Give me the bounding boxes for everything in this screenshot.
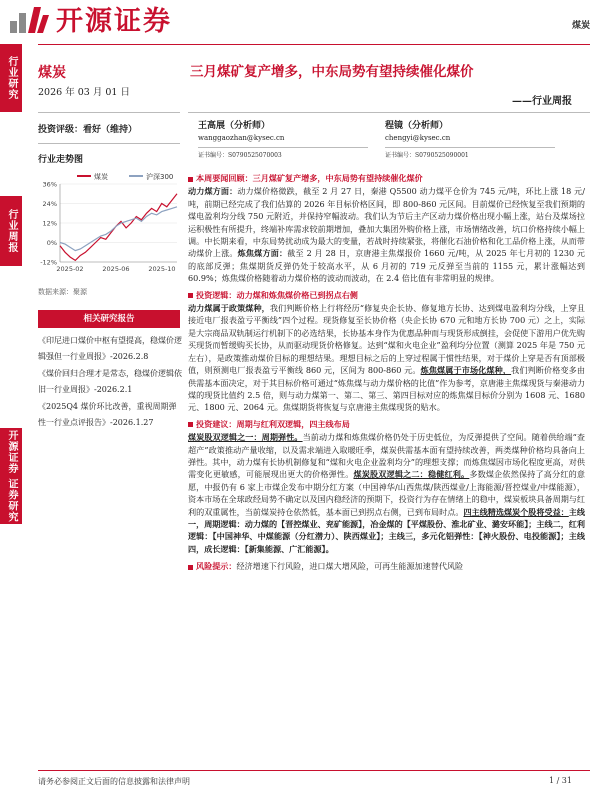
analyst-name: 程镜（分析师） xyxy=(385,121,449,131)
related-research-heading: 相关研究报告 xyxy=(38,310,180,328)
x-tick-label: 2025-10 xyxy=(148,265,176,273)
x-tick-label: 2025-06 xyxy=(102,265,130,273)
chart-source: 数据来源：聚源 xyxy=(38,288,87,296)
side-band-weekly: 行业周报 xyxy=(0,196,22,266)
analyst-card xyxy=(198,118,368,159)
report-subtitle: ——行业周报 xyxy=(512,96,572,107)
trend-chart xyxy=(32,170,182,285)
legend-label: 煤炭 xyxy=(94,173,108,181)
analyst-cert: 证书编号：S0790525090001 xyxy=(385,147,555,159)
related-report-link[interactable]: 《煤价回归合理才是常态，稳煤价逻辑依旧一行业周报》-2026.2.1 xyxy=(38,369,182,394)
report-date: 2026 年 03 月 01 日 xyxy=(38,87,130,98)
section-heading: 投资逻辑：动力煤和炼焦煤价格已到拐点右侧 xyxy=(188,289,585,301)
legend-label: 沪深300 xyxy=(146,173,174,181)
side-band-company: 开源证券 证券研究 xyxy=(0,428,22,524)
analyst-card xyxy=(385,118,555,159)
footer-divider xyxy=(38,770,590,771)
bullet-icon xyxy=(188,177,193,182)
y-tick-label: 0% xyxy=(46,239,57,247)
investment-rating: 投资评级：看好（维持） xyxy=(38,125,138,135)
header-category: 煤炭 xyxy=(571,21,590,31)
y-tick-label: -12% xyxy=(40,258,57,267)
logo-mark-icon xyxy=(8,1,50,35)
trend-chart-svg xyxy=(32,170,182,285)
header-divider xyxy=(38,44,590,45)
y-tick-label: 36% xyxy=(42,180,57,189)
analyst-email[interactable]: chengyi@kysec.cn xyxy=(385,134,451,142)
paragraph: 煤炭股双逻辑之一：周期弹性。当前动力煤和炼焦煤价格仍处于历史低位，为反弹提供了空间。随着供给端“查超产”政策推动产量收缩，以及需求端进入取暖旺季，煤炭供需基本面有望持续改善，两类煤种价格均具备向上弹性。其中，动力煤有长协机制修复和“煤和火电企业盈利均分”的理想支撑；而炼焦煤因市场化程度更高，对供需变化更敏感，可能展现出更大的价格弹性。煤炭股双逻辑之二：稳健红利。多数煤企依然保持了高分红的意愿，中报仍有 6 家上市煤企发布中期分红方案（中国神华/山西焦煤/陕西煤业/上海能源/晋控煤业/中煤能源），资本市场在全球政经局势不确定以及国内稳经济的预期下，投资行为存在情绪上的稳中，煤炭板块具备周期与红利的双重属性，当前煤炭持仓依然低，基本面已到拐点右侧，已到布局时点。四主线精选煤炭个股将受益：主线一，周期逻辑：动力煤的【晋控煤业、兖矿能源】，冶金煤的【平煤股份、淮北矿业、潞安环能】；主线二，红利逻辑：【中国神华、中煤能源（分红潜力）、陕西煤业】；主线三，多元化铝弹性：【神火股份、电投能源】；主线四，成长逻辑：【新集能源、广汇能源】。 xyxy=(188,432,585,554)
divider xyxy=(38,143,180,144)
divider xyxy=(188,112,590,113)
sector-label: 煤炭 xyxy=(38,65,66,81)
paragraph: 动力煤属于政策煤种，我们判断价格上行将经历“修复央企长协、修复地方长协、达到煤电盈利均分线，上穿且接近电厂报表盈亏平衡线”四个过程。现货修复至长协价格（央企长协 670 元和地方长协 700 元）之上，实际是大宗商品双轨制运行机制下的必选结果，长协基本身作为优惠品种而与现货形成倒挂，会促使下游用户优先购买现货而暂缓购买长协，从而驱动现货价格修复。达到“煤和火电企业”盈利均分位置（测算 2025 年是 750 元左右），是政策推动煤价目标的理想结果。理想目标之后的上穿过程属于惯性结果，对于煤价上穿是否有顶部极值，则预测电厂报表盈亏平衡线 860 元，区间为 800-860 元。炼焦煤属于市场化煤种，我们判断价格变多由供需基本面决定，对于其目标价格可通过“炼焦煤与动力煤价格的比值”作为参考，京唐港主焦煤现货与秦港动力煤的现货比值约 2.5 倍，则与动力煤第一、第二、第三、第四目标对应的炼焦煤目标价分别为 1608 元、1680 元、1800 元、2064 元。焦煤期货将恢复与京唐港主焦煤现货的贴水。 xyxy=(188,303,585,413)
section-heading: 本周要闻回顾：三月煤矿复产增多，中东局势有望持续催化煤价 xyxy=(188,172,585,184)
bullet-icon xyxy=(188,293,193,298)
x-tick-label: 2025-02 xyxy=(56,265,84,273)
bullet-icon xyxy=(188,422,193,427)
paragraph: 动力煤方面：动力煤价格微跌，截至 2 月 27 日，秦港 Q5500 动力煤平仓价为 745 元/吨，环比上涨 18 元/吨，前期已经完成了我们估算的 2026 年目标价格区间，即 800-860 元区间。目前煤价已经恢复至我们预期的煤电盈利均分线 750 元附近，并保持窄幅波动。我们认为节后主产区动力煤价格出现小幅上涨，站台及煤场拉运积极性有所提升，终端补库需求较前期增加，叠加大集团外购价格上涨，市场情绪改善，坑口价格持续小幅上调。中长期来看，中东局势扰动成为最大的变量，若战时持续紧张，将催化石油价格和化工品价格上涨，从而带动煤价上涨。炼焦煤方面：截至 2 月 28 日，京唐港主焦煤报价 1660 元/吨，从 2025 年七月初的 1230 元的底部反弹；焦煤期货反弹仍处于较高水平，从 6 月初的 719 元反弹至当前的 1155 元，累计涨幅达到 60.9%；炼焦煤价格随着动力煤价格的波动而波动，在 2.4 倍比值有非常明显的规律。 xyxy=(188,186,585,284)
y-tick-label: 12% xyxy=(42,219,57,228)
page-number: 1 / 31 xyxy=(548,776,572,785)
analyst-cert: 证书编号：S0790525070003 xyxy=(198,147,368,159)
divider xyxy=(38,112,180,113)
analyst-email[interactable]: wanggaozhan@kysec.cn xyxy=(198,134,285,142)
related-report-link[interactable]: 《2025Q4 煤价环比改善，重视周期弹性一行业点评报告》-2026.1.27 xyxy=(38,402,177,427)
section-heading: 投资建议：周期与红利双逻辑，四主线布局 xyxy=(188,418,585,430)
analyst-name: 王高展（分析师） xyxy=(198,121,271,131)
brand-logo xyxy=(8,0,172,36)
brand-name: 开源证券 xyxy=(56,5,172,37)
risk-paragraph: 风险提示：经济增速下行风险，进口煤大增风险，可再生能源加速替代风险 xyxy=(188,560,585,572)
report-body xyxy=(188,168,585,575)
series-line xyxy=(60,207,177,251)
related-report-link[interactable]: 《印尼进口煤价中枢有望提高，稳煤价逻辑强但一行业周报》-2026.2.8 xyxy=(38,336,182,361)
y-tick-label: 24% xyxy=(42,200,57,208)
trend-chart-title: 行业走势图 xyxy=(38,155,84,165)
footer-disclaimer: 请务必参阅正文后面的信息披露和法律声明 xyxy=(38,777,190,786)
report-title: 三月煤矿复产增多，中东局势有望持续催化煤价 xyxy=(190,64,474,80)
side-band-research: 行业研究 xyxy=(0,44,22,112)
related-research-list xyxy=(38,333,184,432)
bullet-icon xyxy=(188,565,193,570)
